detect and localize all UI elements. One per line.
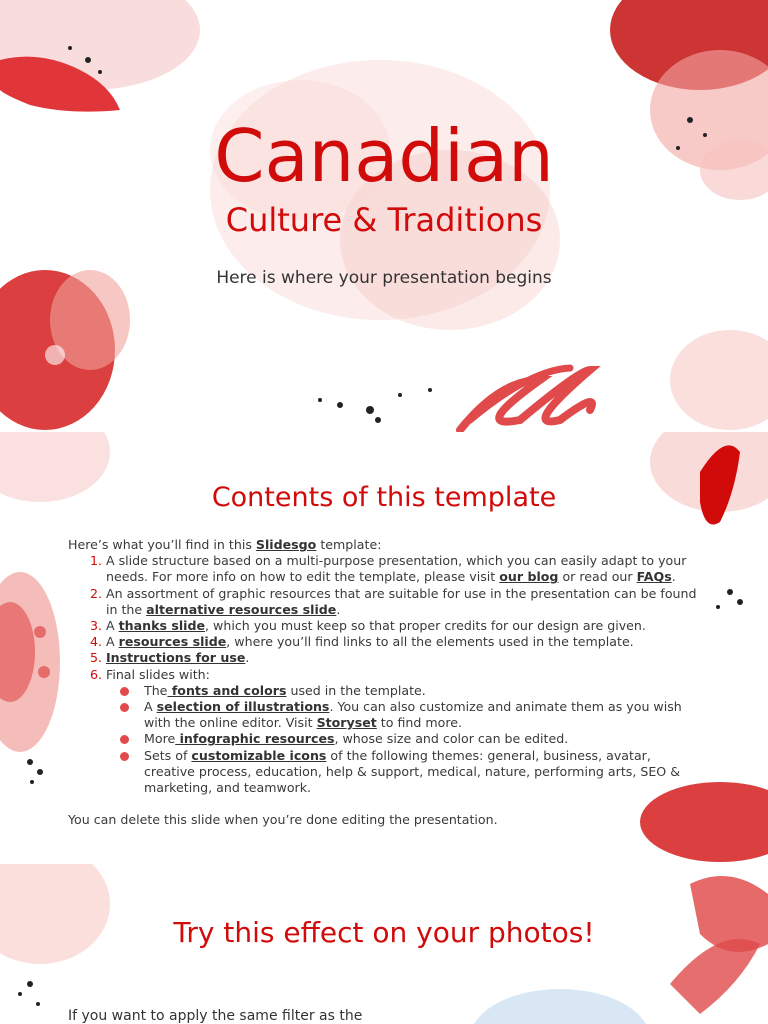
- photos-title: Try this effect on your photos!: [173, 916, 595, 949]
- intro-suffix: template:: [316, 537, 382, 552]
- intro-line: [68, 537, 704, 553]
- item-text: A slide structure based on a multi-purpose presentation, which you can easily adapt to your needs. For more info on how to edit the template, please visit: [106, 553, 687, 585]
- blog-link[interactable]: our blog: [499, 569, 559, 585]
- item-text: , where you’ll find links to all the elements used in the template.: [226, 634, 634, 650]
- item-text: or read our: [558, 569, 637, 585]
- list-item: [106, 634, 704, 650]
- item-text: A: [106, 618, 119, 634]
- presentation-tagline: Here is where your presentation begins: [216, 268, 552, 288]
- title-slide: [0, 0, 768, 432]
- item-text: .: [671, 569, 676, 585]
- sub-list-item: [144, 748, 704, 797]
- list-item: [106, 650, 704, 666]
- item-text: used in the template.: [286, 682, 426, 698]
- item-text: .: [245, 650, 250, 666]
- instructions-link[interactable]: Instructions for use: [106, 650, 246, 666]
- infographic-link[interactable]: infographic resources: [175, 731, 335, 747]
- item-text: More: [144, 731, 176, 747]
- item-text: to find more.: [376, 715, 462, 731]
- list-item: [106, 618, 704, 634]
- list-item: [106, 553, 704, 585]
- delete-note: You can delete this slide when you’re done editing the presentation.: [68, 812, 498, 828]
- item-text: , whose size and color can be edited.: [334, 731, 569, 747]
- resources-slide-link[interactable]: resources slide: [118, 634, 227, 650]
- slidesgo-link[interactable]: Slidesgo: [255, 537, 317, 552]
- item-text: A: [144, 699, 157, 715]
- contents-title: Contents of this template: [211, 482, 557, 513]
- presentation-subtitle: Culture & Traditions: [225, 201, 543, 239]
- presentation-title: Canadian: [214, 114, 554, 198]
- photos-body: If you want to apply the same filter as the: [68, 1008, 363, 1024]
- illustrations-link[interactable]: selection of illustrations: [156, 699, 330, 715]
- alternative-resources-link[interactable]: alternative resources slide: [146, 601, 337, 617]
- contents-slide: [0, 432, 768, 864]
- item-text: , which you must keep so that proper credits for our design are given.: [205, 618, 646, 634]
- storyset-link[interactable]: Storyset: [316, 715, 377, 731]
- fonts-colors-link[interactable]: fonts and colors: [167, 682, 287, 698]
- list-item: [106, 586, 704, 618]
- contents-list: [68, 553, 704, 796]
- item-text: An assortment of graphic resources that are suitable for use in the presentation can be found in the: [106, 585, 697, 617]
- item-text: .: [336, 601, 341, 617]
- item-text: . You can also customize and animate them as you wish with the online editor. Visit: [144, 699, 682, 731]
- item-text: Sets of: [144, 747, 192, 763]
- item-text: A: [106, 634, 119, 650]
- item-text: of the following themes: general, business, avatar, creative process, education, help & support, medical, nature, performing arts, SEO & marketing, and teamwork.: [144, 747, 681, 796]
- list-item: [106, 667, 704, 797]
- final-slides-list: [106, 683, 704, 796]
- contents-body: [68, 537, 704, 828]
- sub-list-item: [144, 699, 704, 731]
- icons-link[interactable]: customizable icons: [191, 747, 327, 763]
- sub-list-item: [144, 731, 704, 747]
- sub-list-item: [144, 683, 704, 699]
- photos-slide: [0, 864, 768, 1024]
- faqs-link[interactable]: FAQs: [636, 569, 672, 585]
- item-text: The: [144, 682, 168, 698]
- thanks-slide-link[interactable]: thanks slide: [118, 618, 206, 634]
- intro-prefix: Here’s what you’ll find in this: [68, 537, 256, 552]
- item-text: Final slides with:: [106, 666, 210, 682]
